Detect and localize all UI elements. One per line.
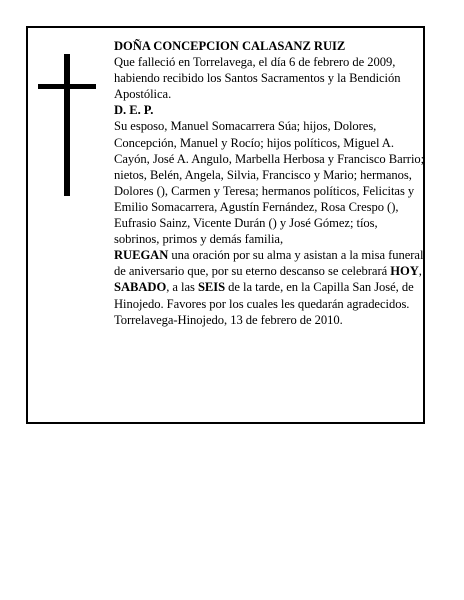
place-and-date: Torrelavega-Hinojedo, 13 de febrero de 2010. <box>114 312 343 327</box>
hoy-word: HOY <box>390 264 419 279</box>
request-separator: , <box>418 264 422 279</box>
request-text-2: , a las <box>166 280 198 295</box>
request-text-1: una oración por su alma y asistan a la misa funeral de aniversario que, por su eterno descanso se celebrará <box>114 248 424 279</box>
sabado-word: SABADO <box>114 280 167 295</box>
request-text-3: de la tarde, en la Capilla San José, de Hinojedo. Favores por los cuales les quedarán agradecidos. <box>114 280 414 311</box>
ruegan-word: RUEGAN <box>114 248 169 263</box>
cross-icon <box>38 54 96 196</box>
rip-abbreviation: D. E. P. <box>114 103 154 118</box>
deceased-name: DOÑA CONCEPCION CALASANZ RUIZ <box>114 39 346 53</box>
mass-request <box>114 247 425 311</box>
death-statement: Que falleció en Torrelavega, el día 6 de febrero de 2009, habiendo recibido los Santos Sacramentos y la Bendición Apostólica. <box>114 55 401 102</box>
family-list: Su esposo, Manuel Somacarrera Súa; hijos, Dolores, Concepción, Manuel y Rocío; hijos políticos, Miguel A. Cayón, José A. Angulo, Marbella Herbosa y Francisco Barrio; nietos, Belén, Angela, Silvia, Francisco y Mario; hermanos, Dolores (), Carmen y Teresa; hermanos políticos, Felicitas y Emilio Somacarrera, Agustín Fernández, Rosa Crespo (), Eufrasio Sainz, Vicente Durán () y José Gómez; tíos, sobrinos, primos y demás familia, <box>114 119 425 247</box>
obituary-text <box>114 38 425 328</box>
seis-word: SEIS <box>197 280 226 295</box>
cross-horizontal-bar <box>38 84 96 89</box>
cross-vertical-bar <box>64 54 70 196</box>
